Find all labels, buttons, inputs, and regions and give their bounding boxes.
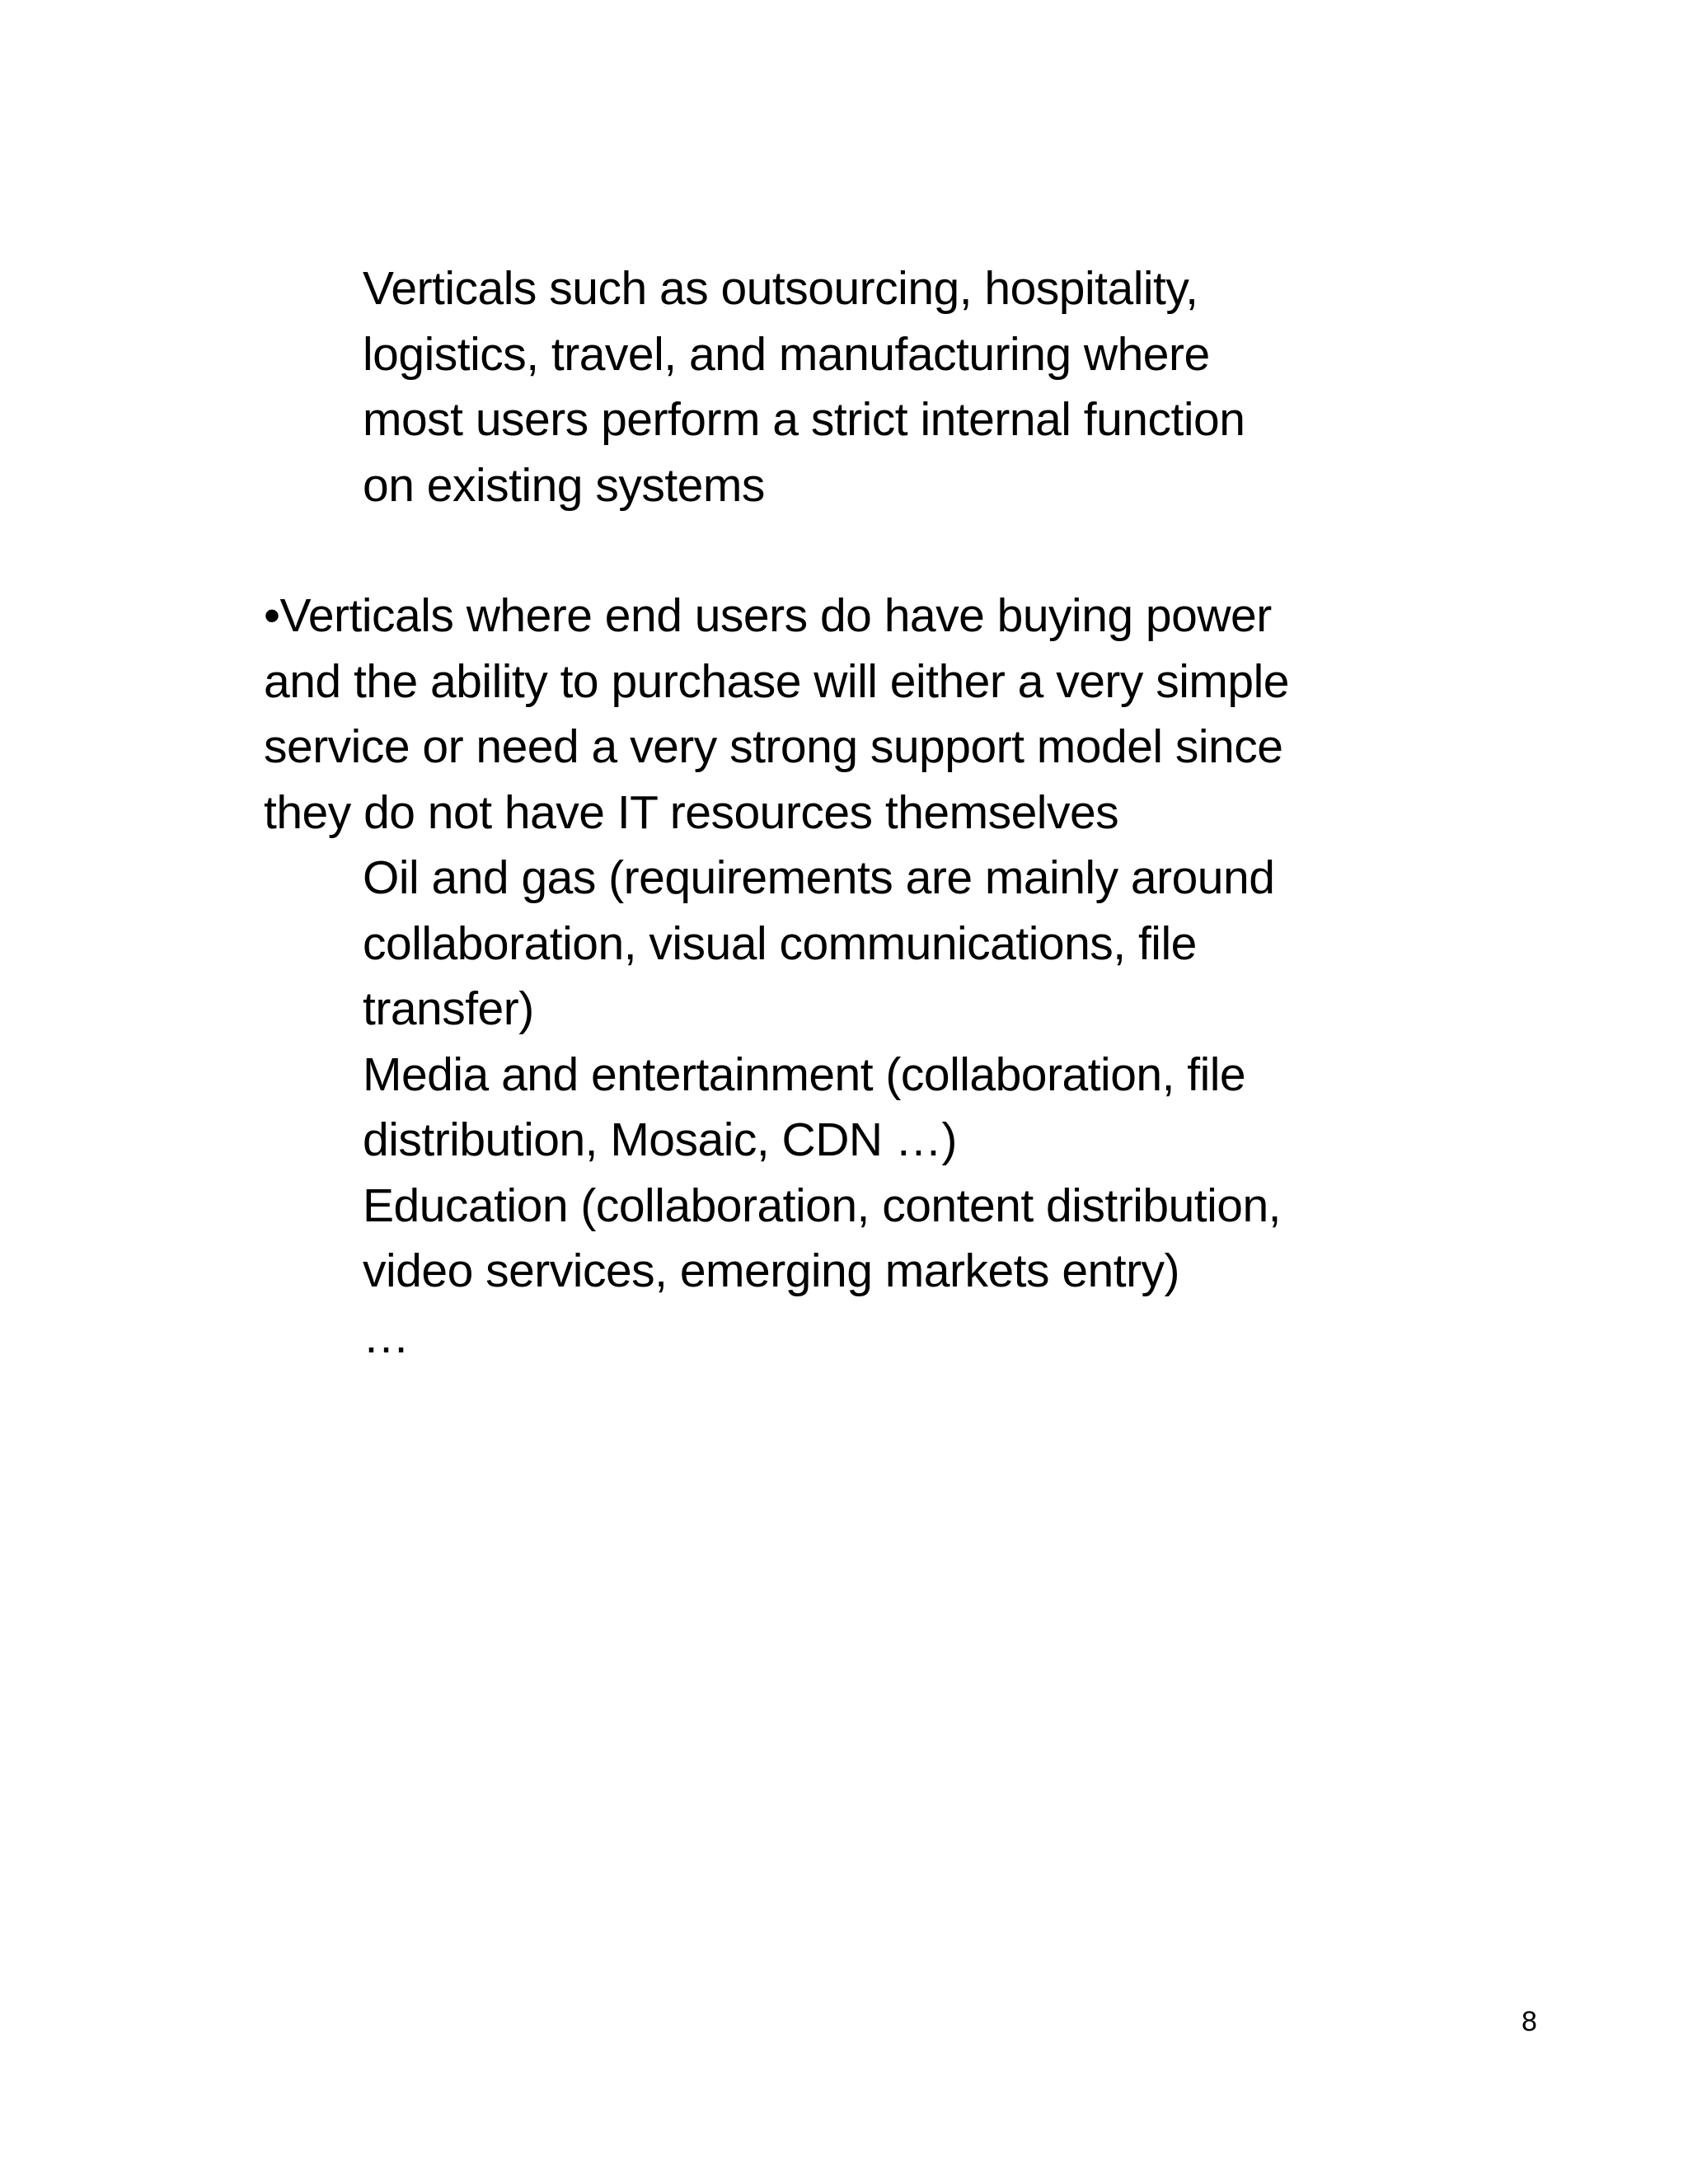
text-line: service or need a very strong support model since xyxy=(264,720,1283,773)
text-line: most users perform a strict internal function xyxy=(363,393,1245,446)
text-line: Education (collaboration, content distribution, xyxy=(363,1179,1282,1232)
text-line: collaboration, visual communications, file xyxy=(363,916,1197,970)
text-line: … xyxy=(363,1310,410,1363)
text-line: logistics, travel, and manufacturing where xyxy=(363,327,1210,381)
sub-item-list xyxy=(363,846,1281,1370)
paragraph-verticals-internal xyxy=(363,256,1245,518)
text-line: Oil and gas (requirements are mainly around xyxy=(363,851,1275,904)
text-line: transfer) xyxy=(363,982,534,1035)
text-line: •Verticals where end users do have buying power xyxy=(264,589,1272,642)
text-line: video services, emerging markets entry) xyxy=(363,1244,1180,1297)
text-line: Verticals such as outsourcing, hospitality, xyxy=(363,262,1198,315)
bullet-verticals-buying-power xyxy=(264,583,1289,846)
text-line: and the ability to purchase will either a very simple xyxy=(264,654,1289,708)
text-line: on existing systems xyxy=(363,458,765,512)
text-line: Media and entertainment (collaboration, file xyxy=(363,1047,1246,1101)
text-line: they do not have IT resources themselves xyxy=(264,785,1119,839)
page-number: 8 xyxy=(1522,2006,1537,2037)
text-line: distribution, Mosaic, CDN …) xyxy=(363,1113,957,1166)
